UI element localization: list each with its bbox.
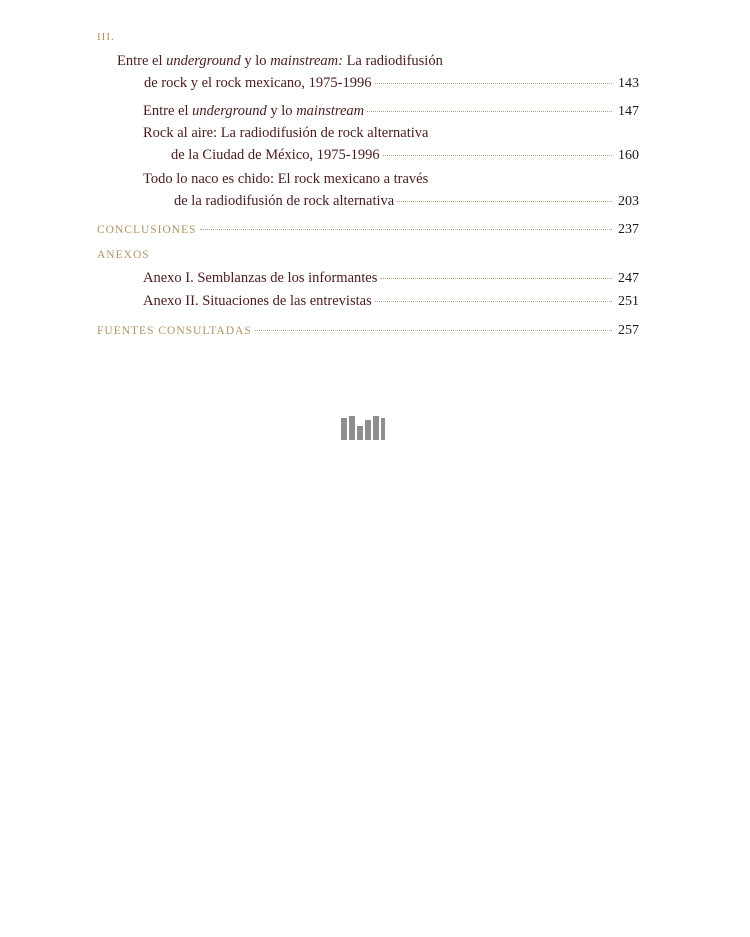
toc-entry-subsection-1[interactable] [143, 103, 639, 120]
subsection-1-title [143, 103, 364, 120]
subsection-2-line2: de la Ciudad de México, 1975-1996 [171, 147, 380, 163]
toc-entry-subsection-2[interactable] [171, 147, 639, 164]
page-number: 203 [618, 194, 639, 209]
publisher-logo-icon [341, 414, 389, 440]
leader-dots [380, 278, 612, 279]
leader-dots [367, 111, 612, 112]
page-number: 237 [618, 222, 639, 237]
logo-bar [341, 418, 347, 440]
logo-bar [349, 416, 355, 440]
page-number: 257 [618, 323, 639, 338]
page-number: 147 [618, 104, 639, 119]
anexos-heading: ANEXOS [97, 249, 150, 261]
toc-entry-subsection-3[interactable] [174, 193, 639, 210]
chapter-title-line2: de rock y el rock mexicano, 1975-1996 [144, 75, 372, 91]
subsection-1-pre: Entre el [143, 103, 193, 119]
logo-bar [381, 418, 385, 440]
page-number: 143 [618, 76, 639, 91]
fuentes-label: FUENTES CONSULTADAS [97, 325, 252, 337]
subsection-2-line1: Rock al aire: La radiodifusión de rock alternativa [143, 125, 429, 141]
chapter-title-post: La radiodifusión [342, 53, 443, 69]
subsection-1-mid: y lo [266, 103, 297, 119]
anexo-1-label: Anexo I. Semblanzas de los informantes [143, 270, 378, 286]
leader-dots [375, 83, 613, 84]
subsection-1-em2: mainstream [296, 103, 365, 119]
logo-bar [365, 420, 371, 440]
section-numeral: III. [97, 31, 115, 43]
chapter-title-em1: underground [166, 53, 241, 69]
logo-bar [373, 416, 379, 440]
chapter-title [117, 53, 443, 70]
toc-entry-anexo-2[interactable] [143, 293, 639, 310]
page-number: 247 [618, 271, 639, 286]
page-number: 160 [618, 148, 639, 163]
conclusiones-label: CONCLUSIONES [97, 224, 197, 236]
chapter-title-mid: y lo [240, 53, 271, 69]
toc-entry-fuentes[interactable] [97, 323, 639, 339]
chapter-title-em2: mainstream: [270, 53, 343, 69]
chapter-title-pre: Entre el [117, 53, 167, 69]
subsection-3-line1: Todo lo naco es chido: El rock mexicano a través [143, 171, 429, 187]
leader-dots [200, 229, 612, 230]
leader-dots [255, 330, 612, 331]
page-number: 251 [618, 294, 639, 309]
logo-bar [357, 426, 363, 440]
toc-entry-anexo-1[interactable] [143, 270, 639, 287]
subsection-1-em1: underground [192, 103, 267, 119]
subsection-3-line2: de la radiodifusión de rock alternativa [174, 193, 395, 209]
leader-dots [397, 201, 612, 202]
toc-entry-chapter[interactable] [144, 75, 639, 92]
leader-dots [375, 301, 612, 302]
anexo-2-label: Anexo II. Situaciones de las entrevistas [143, 293, 372, 309]
toc-entry-conclusiones[interactable] [97, 222, 639, 238]
leader-dots [383, 155, 612, 156]
